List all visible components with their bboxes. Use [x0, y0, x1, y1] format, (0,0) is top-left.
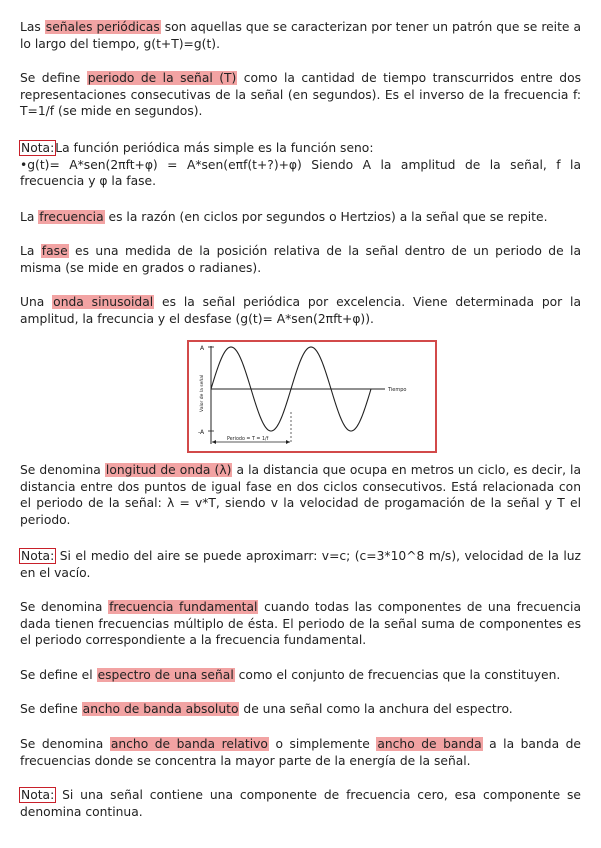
paragraph-frecuencia: La frecuencia es la razón (en ciclos por segundos o Hertzios) a la señal que se repite.: [20, 210, 548, 224]
highlight-term: onda sinusoidal: [53, 295, 154, 309]
highlight-term: ancho de banda relativo: [110, 737, 268, 751]
y-max-label: A: [200, 345, 205, 352]
paragraph-fase: La fase es una medida de la posición relativa de la señal dentro de un periodo de la misma (se mide en grados o radianes).: [20, 244, 581, 275]
paragraph-ancho-banda-relativo: Se denomina ancho de banda relativo o simplemente ancho de banda a la banda de frecuencias donde se concentra la mayor parte de la energía de la señal.: [20, 737, 581, 768]
period-label: Periodo = T = 1/f: [227, 437, 269, 442]
highlight-term: periodo de la señal (T): [87, 71, 237, 85]
nota-funcion-seno: Nota:La función periódica más simple es la función seno: •g(t)= A*sen(2πft+φ) = A*sen(eπf(t+?)+φ) Siendo A la amplitud de la señal, f la frecuencia y φ la fase.: [20, 141, 581, 188]
paragraph-espectro: Se define el espectro de una señal como el conjunto de frecuencias que la constituyen.: [20, 668, 561, 682]
nota-velocidad-luz: Nota: Si el medio del aire se puede aproximarr: v=c; (c=3*10^8 m/s), velocidad de la luz en el vacío.: [20, 549, 581, 580]
highlight-term: ancho de banda absoluto: [82, 702, 239, 716]
highlight-term: señales periódicas: [45, 20, 160, 34]
highlight-term: frecuencia fundamental: [109, 600, 258, 614]
sine-wave-figure: [187, 340, 437, 453]
sine-wave-diagram: [189, 342, 435, 451]
highlight-term: fase: [41, 244, 68, 258]
highlight-term: longitud de onda (λ): [105, 463, 232, 477]
paragraph-periodo: Se define periodo de la señal (T) como la cantidad de tiempo transcurridos entre dos representaciones consecutivas de la señal (en segundos). Es el inverso de la frecuencia f: T=1/f (se mide en segundos).: [20, 71, 581, 118]
paragraph-frecuencia-fundamental: Se denomina frecuencia fundamental cuando todas las componentes de una frecuencia dada tienen frecuencias múltiplo de ésta. El periodo de la señal suma de componentes es el periodo correspondiente a la frecuencia fundamental.: [20, 600, 581, 647]
nota-label: Nota:: [21, 141, 55, 155]
nota-label: Nota:: [21, 549, 55, 563]
nota-label: Nota:: [21, 788, 55, 802]
paragraph-onda-sinusoidal: Una onda sinusoidal es la señal periódica por excelencia. Viene determinada por la amplitud, la frecuncia y el desfase (g(t)= A*sen(2πft+φ)).: [20, 295, 581, 326]
highlight-term: ancho de banda: [377, 737, 482, 751]
paragraph-ancho-banda-absoluto: Se define ancho de banda absoluto de una señal como la anchura del espectro.: [20, 702, 513, 716]
y-axis-label: Valor de la señal: [200, 374, 205, 412]
highlight-term: espectro de una señal: [97, 668, 234, 682]
highlight-term: frecuencia: [39, 210, 104, 224]
paragraph-longitud-de-onda: Se denomina longitud de onda (λ) a la distancia que ocupa en metros un ciclo, es decir, la distancia entre dos puntos de igual fase en dos ciclos consecutivos. Está relacionada con el periodo de la señal: λ = v*T, siendo v la velocidad de progamación de la señal y T el periodo.: [20, 463, 581, 527]
y-min-label: -A: [198, 429, 205, 436]
x-axis-label: Tiempo: [388, 387, 407, 393]
paragraph-senales-periodicas: Las señales periódicas son aquellas que se caracterizan por tener un patrón que se reite a lo largo del tiempo, g(t+T)=g(t).: [20, 20, 582, 51]
nota-componente-continua: Nota: Si una señal contiene una componente de frecuencia cero, esa componente se denomina continua.: [20, 788, 581, 819]
